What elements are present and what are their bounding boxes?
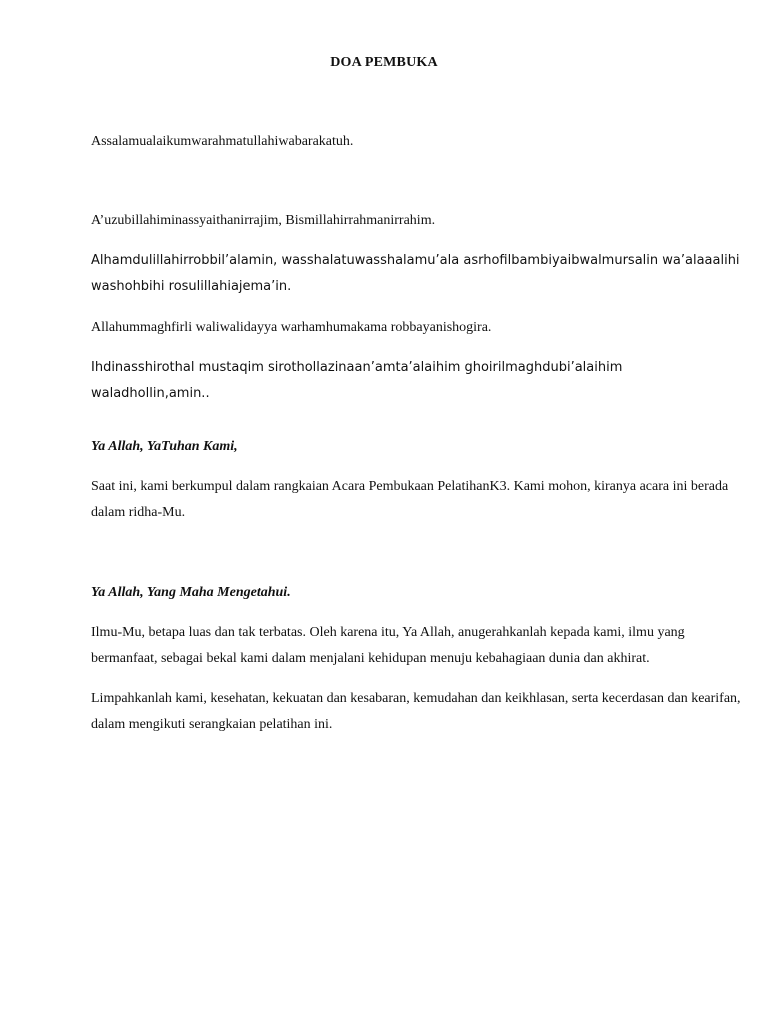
saat-ini-paragraph: Saat ini, kami berkumpul dalam rangkaian Acara Pembukaan PelatihanK3. Kami mohon, kiranya acara ini berada dalam ridha-Mu.	[91, 479, 729, 520]
greeting-paragraph: Assalamualaikumwarahmatullahiwabarakatuh.	[91, 134, 354, 149]
section-heading-1: Ya Allah, YaTuhan Kami,	[91, 439, 238, 454]
allahummaghfirli-paragraph: Allahummaghfirli waliwalidayya warhamhumakama robbayanishogira.	[91, 320, 492, 335]
ihdinas-paragraph: Ihdinasshirothal mustaqim sirothollazinaan’amta’alaihim ghoirilmaghdubi’alaihim waladhollin,amin..	[91, 360, 623, 401]
ilmu-paragraph: Ilmu-Mu, betapa luas dan tak terbatas. Oleh karena itu, Ya Allah, anugerahkanlah kepada kami, ilmu yang bermanfaat, sebagai bekal kami dalam menjalani kehidupan menuju kebahagiaan dunia dan akhirat.	[91, 625, 685, 666]
limpahkan-paragraph: Limpahkanlah kami, kesehatan, kekuatan dan kesabaran, kemudahan dan keikhlasan, serta kecerdasan dan kearifan, dalam mengikuti serangkaian pelatihan ini.	[91, 691, 741, 732]
auzubillah-paragraph: A’uzubillahiminassyaithanirrajim, Bismillahirrahmanirrahim.	[91, 213, 436, 228]
section-heading-2: Ya Allah, Yang Maha Mengetahui.	[91, 585, 291, 600]
alhamdulillah-paragraph: Alhamdulillahirrobbil’alamin, wasshalatuwasshalamu’ala asrhofilbambiyaibwalmursalin wa’alaaalihi washohbihi rosulillahiajema’in.	[91, 253, 740, 294]
page-title: DOA PEMBUKA	[330, 55, 438, 70]
